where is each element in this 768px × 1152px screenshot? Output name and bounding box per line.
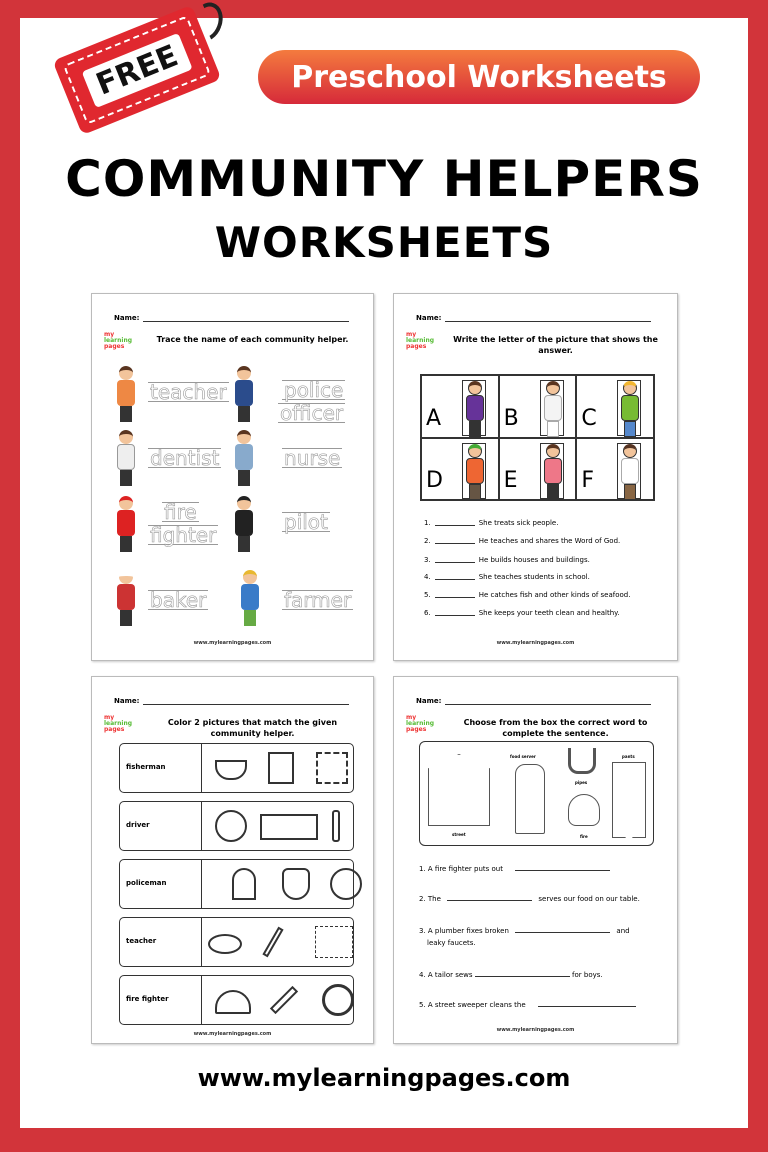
picture-cell: E bbox=[499, 438, 577, 501]
name-field: Name: bbox=[114, 314, 349, 322]
worksheet-choose-word[interactable] bbox=[393, 676, 678, 1044]
frame-icon bbox=[315, 926, 353, 958]
question-3: 3. He builds houses and buildings. bbox=[424, 556, 590, 564]
row-fire-fighter: fire fighter bbox=[119, 975, 354, 1025]
food-server-picture bbox=[515, 764, 545, 834]
picture-cell: A bbox=[421, 375, 499, 438]
trace-word: fighter bbox=[150, 523, 217, 547]
street-picture bbox=[428, 754, 490, 826]
helmet-icon bbox=[215, 990, 251, 1014]
worksheet-title: Trace the name of each community helper. bbox=[156, 335, 349, 344]
worksheet-write-letter[interactable] bbox=[393, 293, 678, 661]
farmer-figure bbox=[238, 570, 262, 626]
trace-word: pilot bbox=[284, 510, 328, 534]
worksheet-title: Choose from the box the correct word to complete the sentence. bbox=[463, 718, 648, 738]
worksheet-url: www.mylearningpages.com bbox=[496, 640, 575, 646]
frying-pan-icon bbox=[208, 934, 242, 954]
picture-grid bbox=[420, 374, 655, 501]
picture-cell: F bbox=[576, 438, 654, 501]
worksheet-url: www.mylearningpages.com bbox=[193, 1031, 272, 1037]
name-field: Name: bbox=[114, 697, 349, 705]
picture-cell: D bbox=[421, 438, 499, 501]
button-icon bbox=[330, 868, 362, 900]
word-box: street food server pipes fire pants bbox=[419, 741, 654, 846]
book-icon bbox=[268, 752, 294, 784]
picture-cell: B bbox=[499, 375, 577, 438]
category-pill: Preschool Worksheets bbox=[258, 50, 700, 104]
question-2: 2. He teaches and shares the Word of God. bbox=[424, 537, 621, 545]
row-teacher: teacher bbox=[119, 917, 354, 967]
dentist-figure bbox=[114, 430, 138, 486]
trace-word: fire bbox=[164, 500, 197, 524]
police-figure bbox=[232, 366, 256, 422]
footer-url[interactable]: www.mylearningpages.com bbox=[197, 1064, 571, 1092]
trace-word: dentist bbox=[150, 446, 220, 470]
row-policeman: policeman bbox=[119, 859, 354, 909]
sentence-4: 4. A tailor sews for boys. bbox=[419, 971, 603, 979]
main-title: COMMUNITY HELPERS bbox=[65, 150, 703, 208]
logo: my learning pages bbox=[104, 331, 133, 350]
pants-picture bbox=[612, 762, 646, 838]
sentence-3: 3. A plumber fixes broken and leaky faucets. bbox=[419, 927, 630, 947]
worksheet-title: Write the letter of the picture that shows the answer. bbox=[453, 335, 658, 355]
row-driver: driver bbox=[119, 801, 354, 851]
pencil-icon bbox=[262, 927, 283, 958]
worksheet-url: www.mylearningpages.com bbox=[193, 640, 272, 646]
rolling-pin-icon bbox=[270, 986, 298, 1014]
free-label: FREE bbox=[81, 32, 193, 107]
trace-word: officer bbox=[280, 401, 344, 425]
sentence-5: 5. A street sweeper cleans the bbox=[419, 999, 664, 1011]
spatula-icon bbox=[332, 810, 340, 842]
siren-icon bbox=[232, 868, 256, 900]
question-5: 5. He catches fish and other kinds of seafood. bbox=[424, 591, 631, 599]
row-fisherman: fisherman bbox=[119, 743, 354, 793]
name-field: Name: bbox=[416, 697, 651, 705]
trace-word: police bbox=[284, 378, 344, 402]
pilot-figure bbox=[232, 496, 256, 552]
question-1: 1. She treats sick people. bbox=[424, 519, 559, 527]
nurse-figure bbox=[232, 430, 256, 486]
truck-icon bbox=[260, 814, 318, 840]
baker-figure bbox=[114, 570, 138, 626]
sentence-2: 2. The serves our food on our table. bbox=[419, 895, 640, 903]
firefighter-figure bbox=[114, 496, 138, 552]
main-subtitle: WORKSHEETS bbox=[214, 218, 554, 267]
trace-word: nurse bbox=[284, 446, 341, 470]
logo: my learning pages bbox=[104, 714, 133, 733]
pipes-picture bbox=[568, 748, 596, 774]
steering-wheel-icon bbox=[215, 810, 247, 842]
trace-word: baker bbox=[150, 588, 207, 612]
trace-word: farmer bbox=[284, 588, 352, 612]
worksheet-title: Color 2 pictures that match the given community helper. bbox=[167, 718, 338, 738]
question-4: 4. She teaches students in school. bbox=[424, 573, 590, 581]
teacher-figure bbox=[114, 366, 138, 422]
fire-picture bbox=[568, 794, 600, 826]
sentence-1: 1. A fire fighter puts out bbox=[419, 863, 664, 875]
question-6: 6. She keeps your teeth clean and healthy. bbox=[424, 609, 620, 617]
net-icon bbox=[316, 752, 348, 784]
trace-word: teacher bbox=[150, 380, 227, 404]
hose-icon bbox=[322, 984, 354, 1016]
picture-cell: C bbox=[576, 375, 654, 438]
worksheet-url: www.mylearningpages.com bbox=[496, 1027, 575, 1033]
logo: my learning pages bbox=[406, 714, 435, 733]
worksheet-trace-names[interactable] bbox=[91, 293, 374, 661]
boat-icon bbox=[215, 760, 247, 780]
worksheet-color-pictures[interactable] bbox=[91, 676, 374, 1044]
logo: my learning pages bbox=[406, 331, 435, 350]
badge-icon bbox=[282, 868, 310, 900]
name-field: Name: bbox=[416, 314, 651, 322]
